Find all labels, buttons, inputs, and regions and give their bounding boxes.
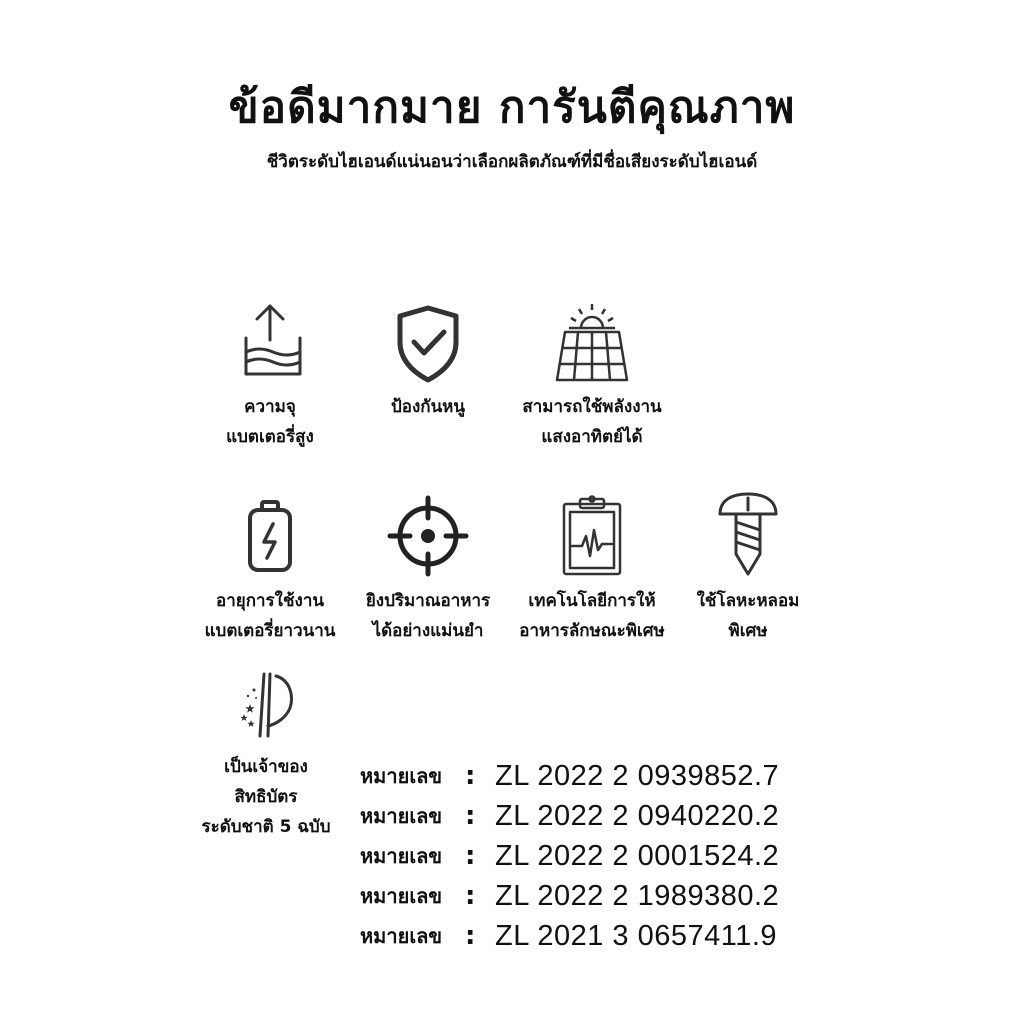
feature-label-line2: แสงอาทิตย์ได้ <box>541 427 643 447</box>
battery-charge-icon <box>230 494 310 578</box>
feature-label-line1: ความจุ <box>244 397 296 417</box>
patent-prefix: หมายเลข <box>360 844 443 868</box>
feature-label-line3: ระดับชาติ 5 ฉบับ <box>201 817 331 837</box>
feature-label-line1: เทคโนโลยีการให้ <box>528 591 656 611</box>
patent-colon: : <box>465 921 476 951</box>
feature-label-line2: ได้อย่างแม่นยำ <box>372 621 484 641</box>
feature-national-patents <box>166 664 366 842</box>
patent-colon: : <box>465 761 476 791</box>
feature-label-line1: ใช้โลหะหลอม <box>696 591 800 611</box>
patent-prefix: หมายเลข <box>360 884 443 908</box>
patent-prefix: หมายเลข <box>360 924 443 948</box>
feature-label-line1: ยิงปริมาณอาหาร <box>365 591 491 611</box>
patent-row <box>360 876 880 916</box>
feature-label-line2: แบตเตอรี่สูง <box>226 427 314 447</box>
solar-panel-icon <box>547 300 637 384</box>
patent-row <box>360 756 880 796</box>
patent-number: ZL 2022 2 0001524.2 <box>495 839 780 872</box>
feature-label-line2: อาหารลักษณะพิเศษ <box>519 621 665 641</box>
feature-special-alloy <box>648 490 848 646</box>
patent-number: ZL 2022 2 0939852.7 <box>495 759 780 792</box>
feature-label-line2: แบตเตอรี่ยาวนาน <box>204 621 336 641</box>
patent-number: ZL 2022 2 0940220.2 <box>495 799 780 832</box>
feature-label-line1: อายุการใช้งาน <box>216 591 324 611</box>
water-upload-icon <box>230 300 310 384</box>
patent-colon: : <box>465 881 476 911</box>
shield-check-icon <box>388 300 468 384</box>
patent-row <box>360 796 880 836</box>
feature-label-line2: พิเศษ <box>728 621 768 641</box>
feature-label-line2: สิทธิบัตร <box>234 787 298 807</box>
patent-list <box>360 756 880 956</box>
patent-prefix: หมายเลข <box>360 764 443 788</box>
patent-row <box>360 916 880 956</box>
patent-number: ZL 2022 2 1989380.2 <box>495 879 780 912</box>
feature-label-line1: สามารถใช้พลังงาน <box>522 397 662 417</box>
feature-solar-power <box>492 300 692 452</box>
patent-colon: : <box>465 801 476 831</box>
page-subtitle: ชีวิตระดับไฮเอนด์แน่นอนว่าเลือกผลิตภัณฑ์ที่มีชื่อเสียงระดับไฮเอนด์ <box>266 152 758 172</box>
feature-label-line1: ป้องกันหนู <box>390 397 466 417</box>
patent-row <box>360 836 880 876</box>
patent-number: ZL 2021 3 0657411.9 <box>495 919 778 952</box>
patent-colon: : <box>465 841 476 871</box>
patent-icon <box>226 664 306 744</box>
feature-label-line1: เป็นเจ้าของ <box>224 757 308 777</box>
screw-icon <box>708 490 788 578</box>
crosshair-target-icon <box>386 494 470 578</box>
patent-prefix: หมายเลข <box>360 804 443 828</box>
page-title: ข้อดีมากมาย การันตีคุณภาพ <box>228 82 796 133</box>
clipboard-heartbeat-icon <box>552 494 632 578</box>
